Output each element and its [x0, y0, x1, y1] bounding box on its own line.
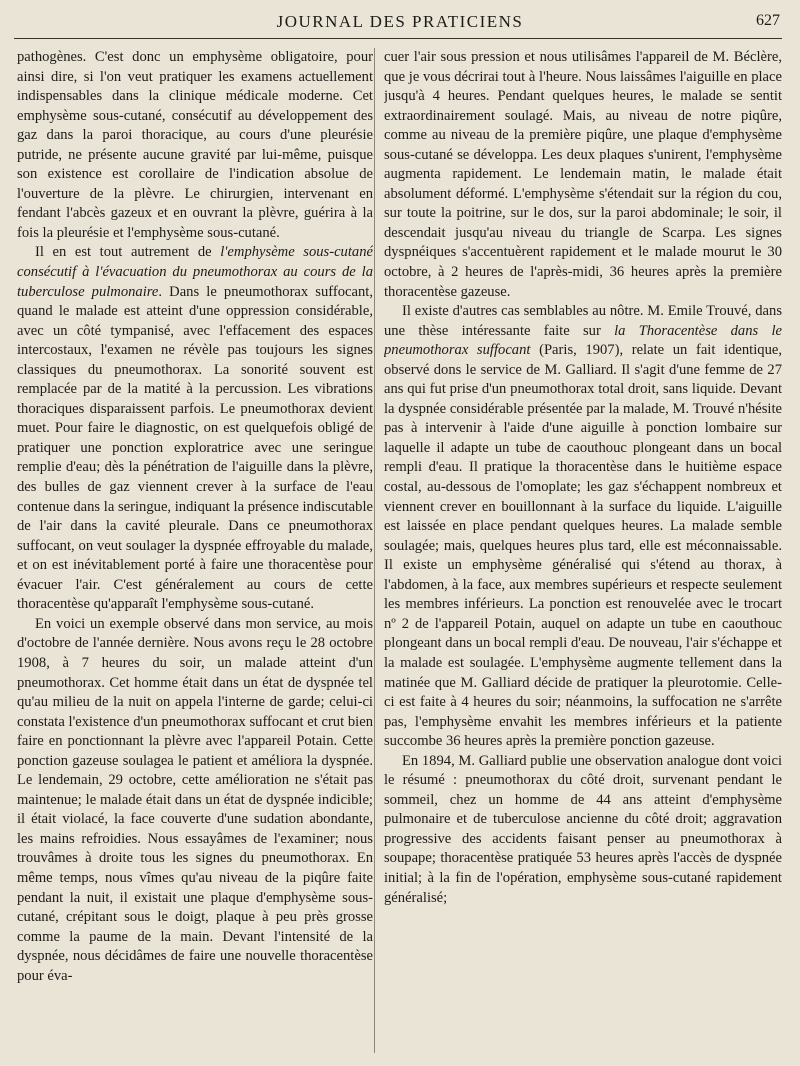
- column-divider: [374, 48, 375, 1053]
- page-header: [0, 12, 800, 34]
- italic-phrase: l'emphysème sous-cutané consécutif à l'évacuation du pneumothorax au cours de la tuberculose pulmonaire: [17, 244, 373, 300]
- paragraph-text: (Paris, 1907), relate un fait identique, observé dons le service de M. Galliard. Il s'agit d'une femme de 27 ans qui fut prise d'un pneumothorax total droit, sans liquide. Devant la dyspnée considérable présentée par la malade, M. Trouvé n'hésite pas à intervenir à l'aide d'une aiguille à ponction lombaire sur laquelle il adapte un tube de caouthouc plongeant dans un bocal rempli d'eau. Il pratique la thoracentèse dans le huitième espace costal, au-dessous de l'omoplate; les gaz s'échappent nombreux et viennent crever en bouillonnant à la surface du liquide. L'aiguille est laissée en place pendant quelques heures. La malade semble soulagée; mais, quelques heures plus tard, elle est méconnaissable. Il existe un emphysème généralisé qui s'étend au thorax, à l'abdomen, à la face, aux membres supérieurs et respecte seulement les membres inférieurs. La ponction est renouvelée avec le trocart nº 2 de l'appareil Potain, auquel on adapte un tube en caouthouc plongeant dans un bocal rempli d'eau. De nouveau, l'air s'échappe et la malade est soulagée. L'emphysème augmente tellement dans la matinée que M. Galliard décide de pratiquer la pleurotomie. Celle-ci est faite à 4 heures du soir; néanmoins, la suffocation ne s'arrête pas, l'emphysème envahit les membres inférieurs et la patiente succombe 36 heures après la première ponction gazeuse.: [384, 342, 782, 750]
- paragraph-text: Il existe d'autres cas semblables au nôtre. M. Emile Trouvé, dans une thèse intéressante faite sur: [384, 303, 782, 339]
- italic-phrase: la Thoracentèse dans le pneumothorax suffocant: [384, 322, 782, 359]
- paragraph-continued: pathogènes. C'est donc un emphysème obligatoire, pour ainsi dire, si l'on veut pratiquer les examens actuellement indispensables dans la clinique médicale moderne. Cet emphysème sous-cutané, consécutif au développement des gaz dans la paroi thoracique, au cours d'une pleurésie putride, ne présente aucune gravité par lui-même, puisque son existence est corollaire de l'indication absolue de l'ouverture de la plèvre. Le chirurgien, intervenant en fendant l'abcès gazeux et en ouvrant la plèvre, guérira à la fois la pleurésie et l'emphysème sous-cutané.: [17, 49, 373, 241]
- right-column: [384, 48, 782, 1058]
- header-rule: [14, 38, 782, 39]
- paragraph: En 1894, M. Galliard publie une observation analogue dont voici le résumé : pneumothorax du côté droit, survenant pendant le sommeil, chez un homme de 44 ans atteint d'emphysème pulmonaire et de tuberculose ancienne du côté droit; aggravation progressive des accidents faisant penser au pneumothorax à soupape; thoracentèse pratiquée 53 heures après l'accès de dyspnée initial; à la fin de l'opération, emphysème sous-cutané rapidement généralisé;: [384, 752, 782, 906]
- paragraph-text: . Dans le pneumothorax suffocant, quand le malade est atteint d'une oppression considérable, avec un côté tympanisé, avec l'effacement des espaces intercostaux, l'examen ne révèle pas toujours les signes classiques du pneumothorax. La sonorité souvent est remplacée par de la matité à la percussion. Les vibrations thoraciques disparaissent parfois. Le pneumothorax devient muet. Pour faire le diagnostic, on est quelquefois obligé de pratiquer une ponction exploratrice avec une seringue remplie d'eau; dès la pénétration de l'aiguille dans la plèvre, des bulles de gaz viennent crever à la surface de l'eau contenue dans la seringue, indiquant la présence indiscutable de l'air dans la cavité pleurale. Dans ce pneumothorax suffocant, on veut soulager la dyspnée effroyable du malade, et on est inévitablement porté à faire une thoracentèse pour évacuer l'air. C'est généralement au cours de cette thoracentèse qu'apparaît l'emphysème sous-cutané.: [17, 283, 373, 613]
- paragraph-text: Il en est tout autrement de: [35, 244, 221, 261]
- paragraph: En voici un exemple observé dans mon service, au mois d'octobre de l'année dernière. Nous avons reçu le 28 octobre 1908, à 7 heures du soir, un malade atteint d'un pneumothorax. Cet homme était dans un état de dyspnée tel qu'au milieu de la nuit on appela l'interne de garde; celui-ci constata l'existence d'un pneumothorax suffocant et crut bien faire en ponctionnant la plèvre avec l'appareil Potain. Cette ponction gazeuse soulagea le patient et améliora la dyspnée. Le lendemain, 29 octobre, cette amélioration ne s'était pas maintenue; le malade était dans un état de dyspnée indicible; il était violacé, la face couverte d'une sudation abondante, les mains refroidies. Nous essayâmes de l'examiner; nous trouvâmes à droite tous les signes du pneumothorax. En même temps, nous vîmes qu'au niveau de la piqûre faite pendant la nuit, il existait une plaque d'emphysème sous-cutané, crépitant sous le doigt, plaque à peu près grosse comme la paume de la main. Devant l'intensité de la dyspnée, nous décidâmes de faire une nouvelle thoracentèse pour éva-: [17, 615, 373, 984]
- page-number: 627: [756, 12, 780, 29]
- paragraph-continued: cuer l'air sous pression et nous utilisâmes l'appareil de M. Béclère, que je vous décrirai tout à l'heure. Nous laissâmes l'aiguille en place jusqu'à 4 heures. Pendant quelques heures, le malade se sentit extraordinairement soulagé. Mais, au niveau de notre piqûre, comme au niveau de la première piqûre, une plaque d'emphysème sous-cutané se développa. Les deux plaques s'unirent, l'emphysème augmenta rapidement. Le lendemain matin, le malade était absolument déformé. L'emphysème s'étendait sur la région du cou, sur toute la poitrine, sur le dos, sur la paroi abdominale; le soir, il descendait jusqu'au niveau du triangle de Scarpa. Les signes dyspnéiques s'accentuèrent rapidement et le malade mourut le 30 octobre, à 2 heures de l'après-midi, 36 heures après la première thoracentèse gazeuse.: [384, 49, 782, 300]
- left-column: [17, 48, 373, 1058]
- running-title: JOURNAL DES PRATICIENS: [276, 12, 524, 31]
- paragraph: [384, 302, 782, 752]
- paragraph: [17, 243, 373, 614]
